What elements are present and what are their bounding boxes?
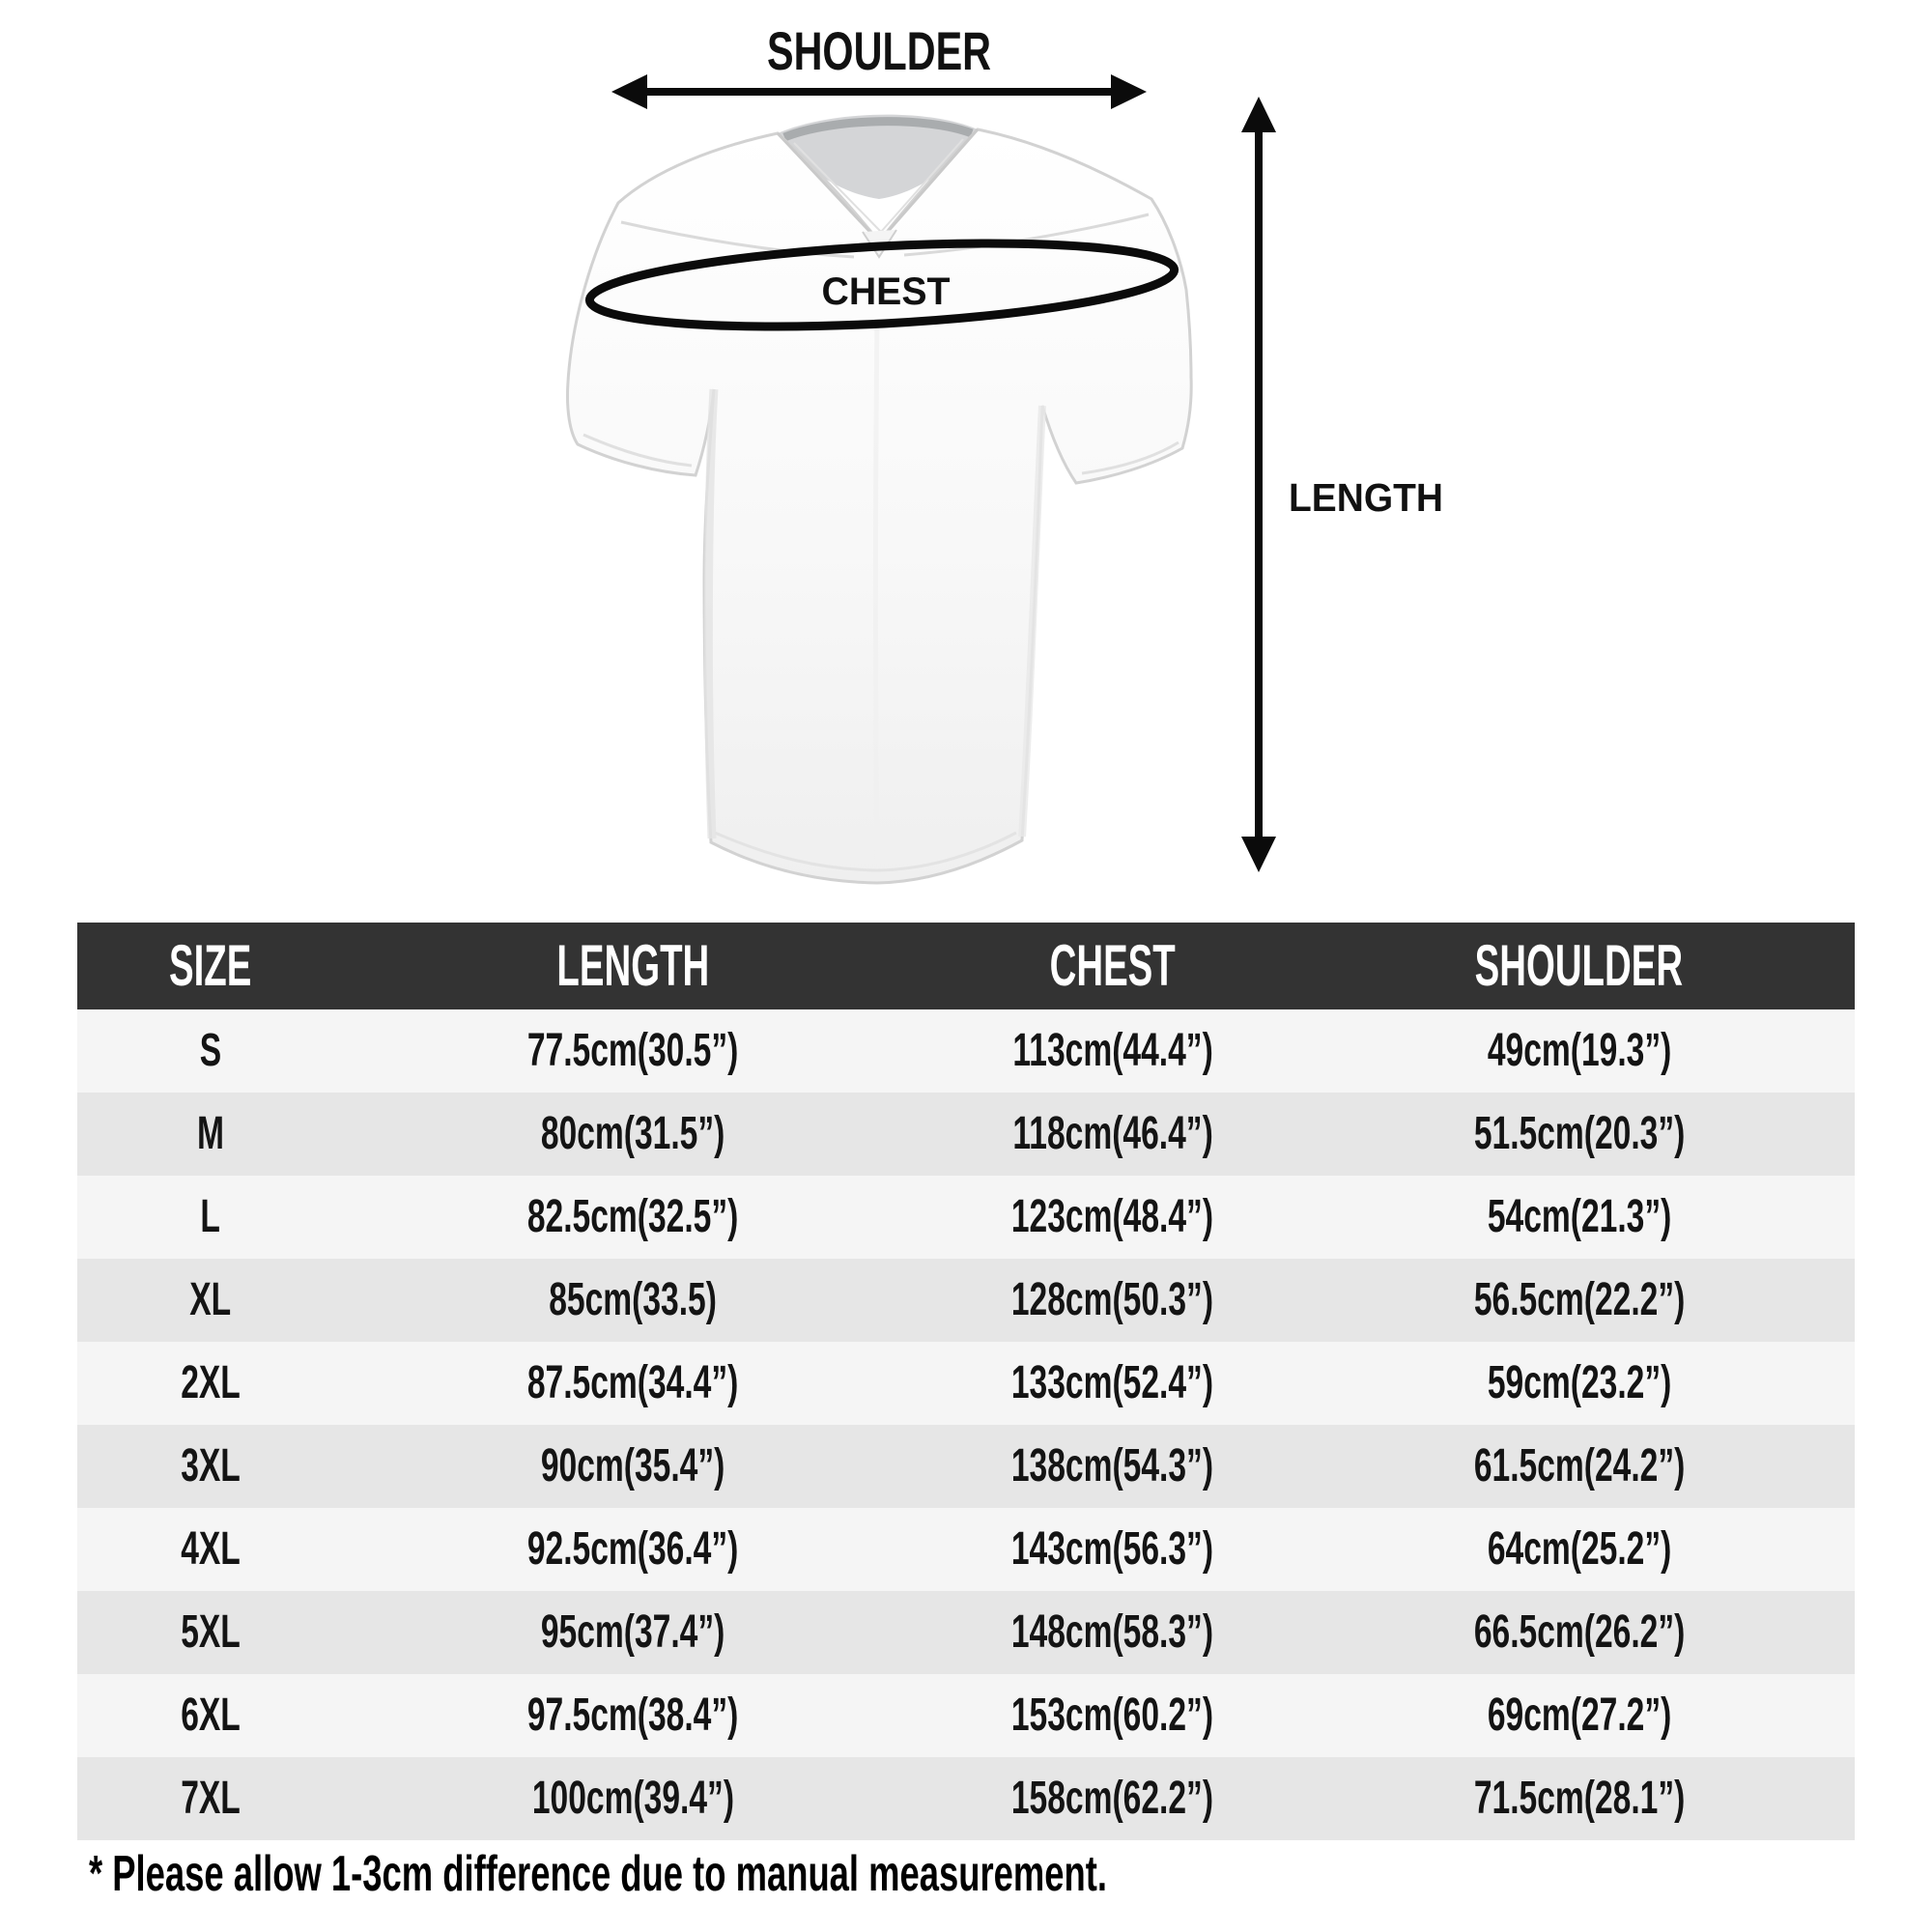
chest-label: CHEST — [821, 270, 951, 313]
table-header-row — [77, 923, 1855, 1009]
size-cell: M — [196, 1108, 224, 1159]
size-cell: XL — [189, 1274, 232, 1325]
shoulder-cell: 54cm(21.3”) — [1487, 1191, 1672, 1242]
shoulder-cell: 59cm(23.2”) — [1487, 1357, 1672, 1408]
length-cell: 97.5cm(38.4”) — [526, 1690, 739, 1741]
table-row — [77, 1259, 1855, 1342]
measurement-footnote: * Please allow 1-3cm difference due to manual measurement. — [89, 1846, 1107, 1902]
chest-cell: 118cm(46.4”) — [1012, 1108, 1213, 1159]
length-cell: 100cm(39.4”) — [531, 1773, 734, 1824]
table-row — [77, 1591, 1855, 1674]
table-row — [77, 1342, 1855, 1425]
size-cell: 5XL — [181, 1606, 241, 1658]
shoulder-cell: 64cm(25.2”) — [1487, 1523, 1672, 1575]
length-arrow — [1241, 97, 1276, 872]
size-cell: S — [199, 1025, 222, 1076]
size-cell: 7XL — [181, 1773, 241, 1824]
table-row — [77, 1674, 1855, 1757]
size-cell: 4XL — [181, 1523, 241, 1575]
length-cell: 95cm(37.4”) — [540, 1606, 725, 1658]
shoulder-cell: 56.5cm(22.2”) — [1473, 1274, 1686, 1325]
size-cell: 3XL — [181, 1440, 241, 1492]
length-cell: 90cm(35.4”) — [540, 1440, 725, 1492]
size-cell: L — [200, 1191, 221, 1242]
table-body — [77, 1009, 1855, 1840]
column-header-length: LENGTH — [556, 933, 709, 998]
table-row — [77, 1009, 1855, 1093]
shoulder-cell: 51.5cm(20.3”) — [1473, 1108, 1686, 1159]
chest-cell: 158cm(62.2”) — [1011, 1773, 1214, 1824]
shoulder-cell: 61.5cm(24.2”) — [1473, 1440, 1686, 1492]
shoulder-cell: 66.5cm(26.2”) — [1473, 1606, 1686, 1658]
table-row — [77, 1176, 1855, 1259]
shoulder-cell: 71.5cm(28.1”) — [1473, 1773, 1686, 1824]
shoulder-cell: 49cm(19.3”) — [1487, 1025, 1672, 1076]
column-header-size: SIZE — [169, 933, 252, 998]
chest-cell: 133cm(52.4”) — [1011, 1357, 1214, 1408]
table-row — [77, 1757, 1855, 1840]
size-cell: 2XL — [181, 1357, 241, 1408]
table-row — [77, 1093, 1855, 1176]
chest-cell: 148cm(58.3”) — [1011, 1606, 1214, 1658]
length-cell: 80cm(31.5”) — [540, 1108, 725, 1159]
column-header-chest: CHEST — [1049, 933, 1176, 998]
length-cell: 87.5cm(34.4”) — [526, 1357, 739, 1408]
size-cell: 6XL — [181, 1690, 241, 1741]
chest-cell: 138cm(54.3”) — [1011, 1440, 1214, 1492]
table-row — [77, 1425, 1855, 1508]
tshirt-graphic — [567, 115, 1191, 883]
tshirt-measurement-diagram — [0, 0, 1932, 923]
chest-cell: 113cm(44.4”) — [1012, 1025, 1213, 1076]
chest-cell: 153cm(60.2”) — [1011, 1690, 1214, 1741]
length-cell: 82.5cm(32.5”) — [526, 1191, 739, 1242]
chest-cell: 143cm(56.3”) — [1011, 1523, 1214, 1575]
length-cell: 85cm(33.5) — [549, 1274, 717, 1325]
size-table — [77, 923, 1855, 1840]
table-row — [77, 1508, 1855, 1591]
shoulder-label: SHOULDER — [767, 20, 991, 81]
chest-cell: 123cm(48.4”) — [1011, 1191, 1214, 1242]
shoulder-cell: 69cm(27.2”) — [1487, 1690, 1672, 1741]
length-cell: 92.5cm(36.4”) — [526, 1523, 739, 1575]
chest-cell: 128cm(50.3”) — [1011, 1274, 1214, 1325]
length-cell: 77.5cm(30.5”) — [526, 1025, 739, 1076]
length-label: LENGTH — [1289, 475, 1443, 520]
column-header-shoulder: SHOULDER — [1475, 933, 1684, 998]
